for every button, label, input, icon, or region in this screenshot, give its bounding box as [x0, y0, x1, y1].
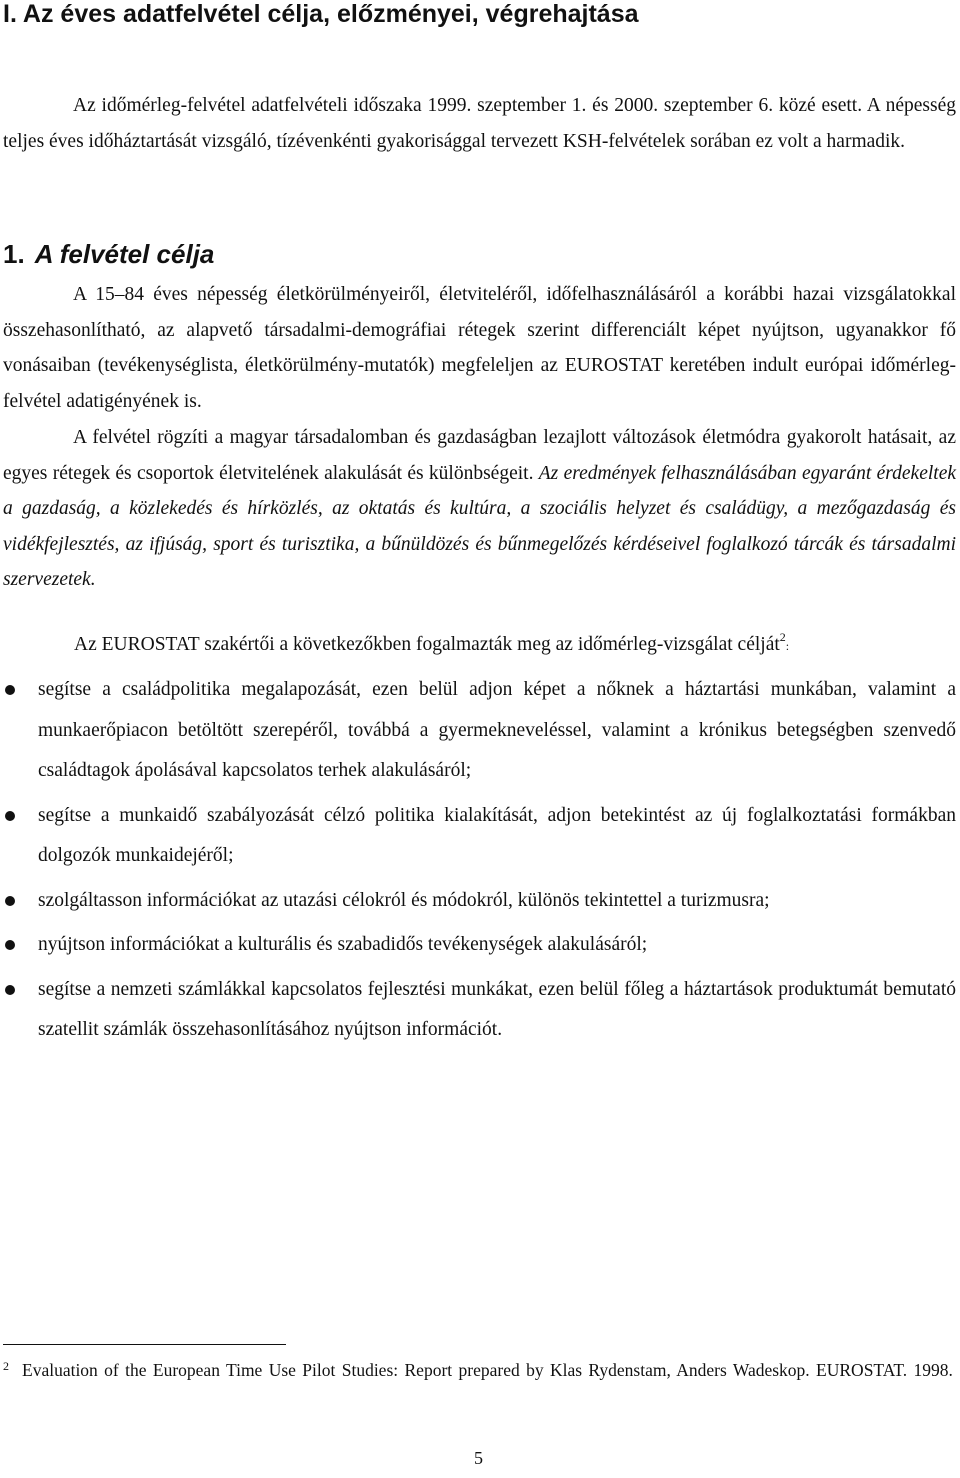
goals-intro-text: Az EUROSTAT szakértői a következőkben fogalmazták meg az időmérleg-vizsgálat célját [74, 634, 780, 655]
list-item-text: segítse a családpolitika megalapozását, ezen belül adjon képet a nőknek a háztartási munkában, valamint a munkaerőpiacon betöltött szerepéről, továbbá a gyermekneveléssel, valamint a krónikus betegségben szenvedő családtagok ápolásával kapcsolatos terhek alakulásáról; [38, 679, 956, 781]
bullet-icon [5, 896, 15, 906]
section-number: 1. [3, 239, 25, 269]
goals-intro [74, 628, 789, 663]
list-item-text: szolgáltasson információkat az utazási célokról és módokról, különös tekintettel a turizmusra; [38, 889, 770, 911]
bullet-icon [5, 811, 15, 821]
footnote-reference[interactable]: 2 [779, 630, 786, 644]
bullet-icon [5, 685, 15, 695]
list-item [0, 925, 956, 966]
section-title: A felvétel célja [34, 239, 215, 269]
results-paragraph-regular: A felvétel rögzíti a magyar társadalomban és gazdaságban lezajlott változások életmódra gyakorolt hatásait, az egyes rétegek és csoportok életvitelének alakulását és különbségeit. [3, 427, 956, 484]
results-paragraph-italic: Az eredmények felhasználásában egyaránt érdekeltek a gazdaság, a közlekedés és hírközlés, az oktatás és kultúra, a szociális helyzet és családügy, a mezőgazdaság és vidékfejlesztés, az ifjúság, sport és turisztika, a bűnüldözés és bűnmegelőzés kérdéseivel foglalkozó tárcák és társadalmi szervezetek. [3, 462, 957, 591]
footnote-text: Evaluation of the European Time Use Pilot Studies: Report prepared by Klas Rydenstam, Anders Wadeskop. EUROSTAT. 1998. [22, 1360, 953, 1380]
purpose-paragraph: A 15–84 éves népesség életkörülményeiről, életviteléről, időfelhasználásáról a korábbi hazai vizsgálatokkal összehasonlítható, az alapvető társadalmi-demográfiai rétegek szerint differenciált képet nyújtson, ugyanakkor fő vonásaiban (tevékenységlista, életkörülmény-mutatók) megfeleljen az EUROSTAT keretében indult európai időmérleg-felvétel adatigényének is. [3, 284, 956, 412]
goals-list [0, 670, 960, 1055]
page-number: 5 [474, 1448, 483, 1468]
list-item-text: segítse a munkaidő szabályozását célzó politika kialakítását, adjon betekintést az új foglalkoztatási formákban dolgozók munkaidejéről; [38, 804, 956, 866]
list-item [0, 881, 956, 922]
goals-intro-colon: : [785, 639, 790, 653]
list-item [0, 796, 956, 877]
results-paragraph [3, 420, 956, 598]
footnote-number: 2 [3, 1359, 9, 1373]
section-heading [3, 234, 214, 274]
list-item [0, 970, 956, 1051]
list-item-text: segítse a nemzeti számlákkal kapcsolatos fejlesztési munkákat, ezen belül főleg a háztartások produktumát bemutató szatellit számlák összehasonlításához nyújtson információt. [38, 978, 956, 1040]
bullet-icon [5, 940, 15, 950]
list-item [0, 670, 956, 792]
footnote-divider [3, 1344, 286, 1345]
list-item-text: nyújtson információkat a kulturális és szabadidős tevékenységek alakulásáról; [38, 934, 648, 955]
intro-paragraph: Az időmérleg-felvétel adatfelvételi időszaka 1999. szeptember 1. és 2000. szeptember 6. közé esett. A népesség teljes éves időháztartását vizsgáló, tízévenkénti gyakorisággal tervezett KSH-felvételek sorában ez volt a harmadik. [3, 95, 956, 152]
page-heading: I. Az éves adatfelvétel célja, előzményei, végrehajtása [3, 0, 639, 28]
bullet-icon [5, 985, 15, 995]
footnote [3, 1358, 958, 1383]
